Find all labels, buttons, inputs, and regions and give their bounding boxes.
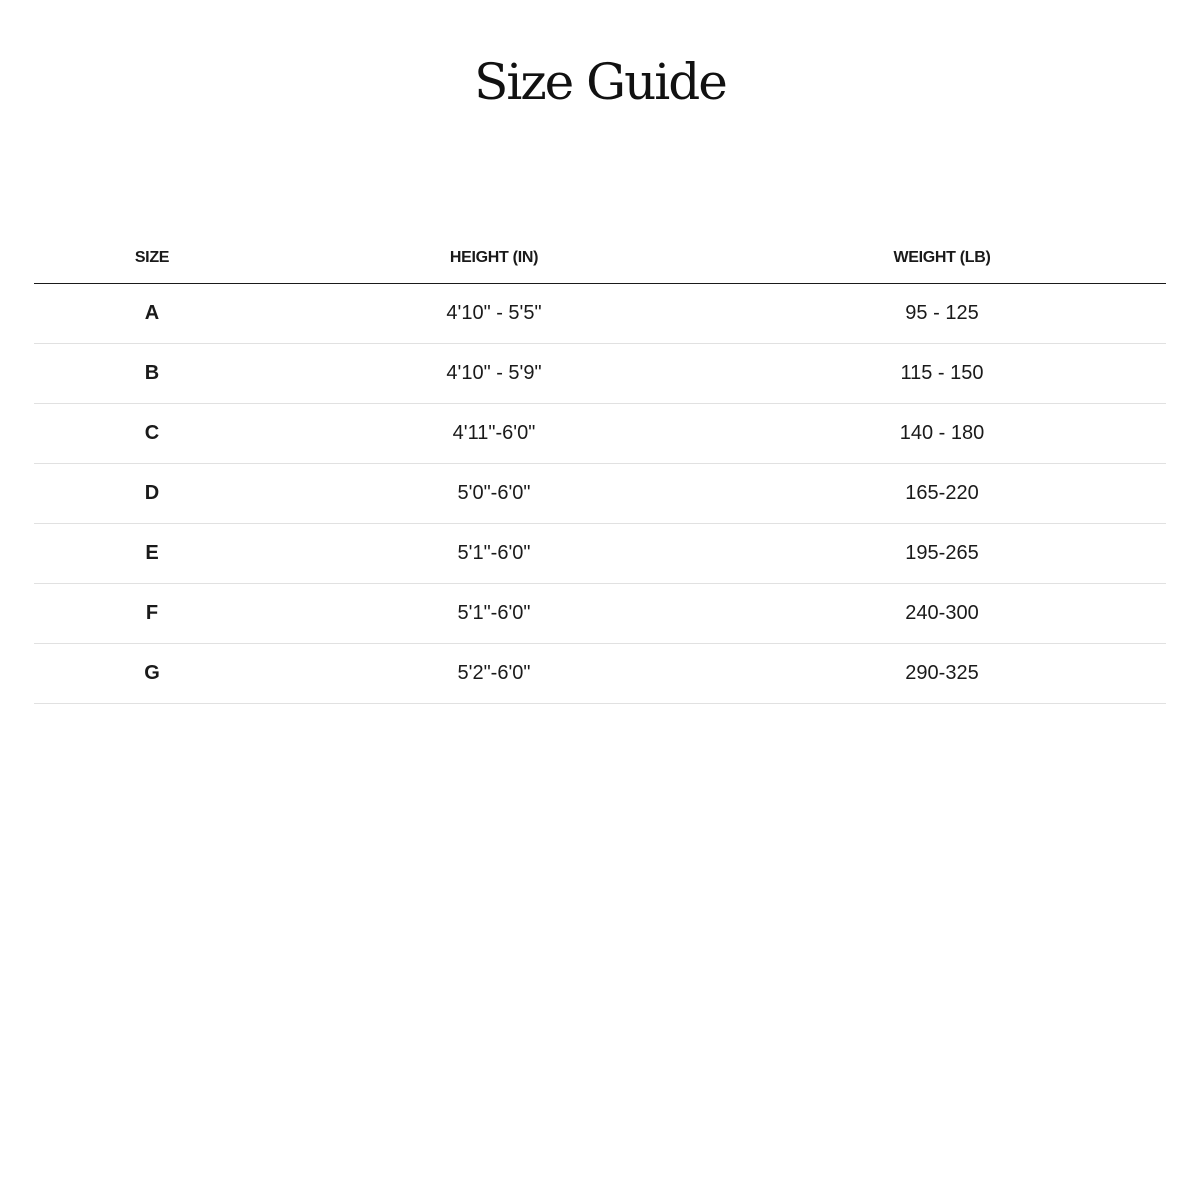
table-row	[34, 464, 1166, 524]
weight-cell: 290-325	[905, 662, 979, 684]
height-cell: 5'1"-6'0"	[457, 542, 531, 564]
size-cell: C	[144, 422, 160, 444]
size-table	[34, 232, 1166, 704]
weight-cell: 95 - 125	[905, 302, 979, 324]
size-cell: A	[144, 302, 160, 324]
table-row	[34, 644, 1166, 704]
size-cell: E	[145, 542, 159, 564]
size-column-header: SIZE	[134, 248, 170, 266]
height-cell: 5'2"-6'0"	[457, 662, 531, 684]
weight-cell: 115 - 150	[900, 362, 984, 384]
weight-cell: 195-265	[905, 542, 979, 564]
height-cell: 5'1"-6'0"	[457, 602, 531, 624]
size-cell: G	[144, 662, 160, 684]
page-title: Size Guide	[474, 53, 726, 111]
height-cell: 4'10" - 5'9"	[446, 362, 542, 384]
table-row	[34, 524, 1166, 584]
table-row	[34, 284, 1166, 344]
height-cell: 4'11"-6'0"	[452, 422, 536, 444]
weight-cell: 140 - 180	[899, 422, 985, 444]
weight-cell: 165-220	[905, 482, 979, 504]
height-cell: 4'10" - 5'5"	[446, 302, 542, 324]
size-cell: D	[144, 482, 160, 504]
table-row	[34, 344, 1166, 404]
table-row	[34, 404, 1166, 464]
table-header-row	[34, 232, 1166, 284]
table-row	[34, 584, 1166, 644]
size-cell: B	[144, 362, 160, 384]
weight-cell: 240-300	[905, 602, 979, 624]
weight-column-header: WEIGHT (LB)	[893, 248, 991, 266]
height-column-header: HEIGHT (IN)	[449, 248, 539, 266]
size-cell: F	[145, 602, 159, 624]
height-cell: 5'0"-6'0"	[457, 482, 531, 504]
